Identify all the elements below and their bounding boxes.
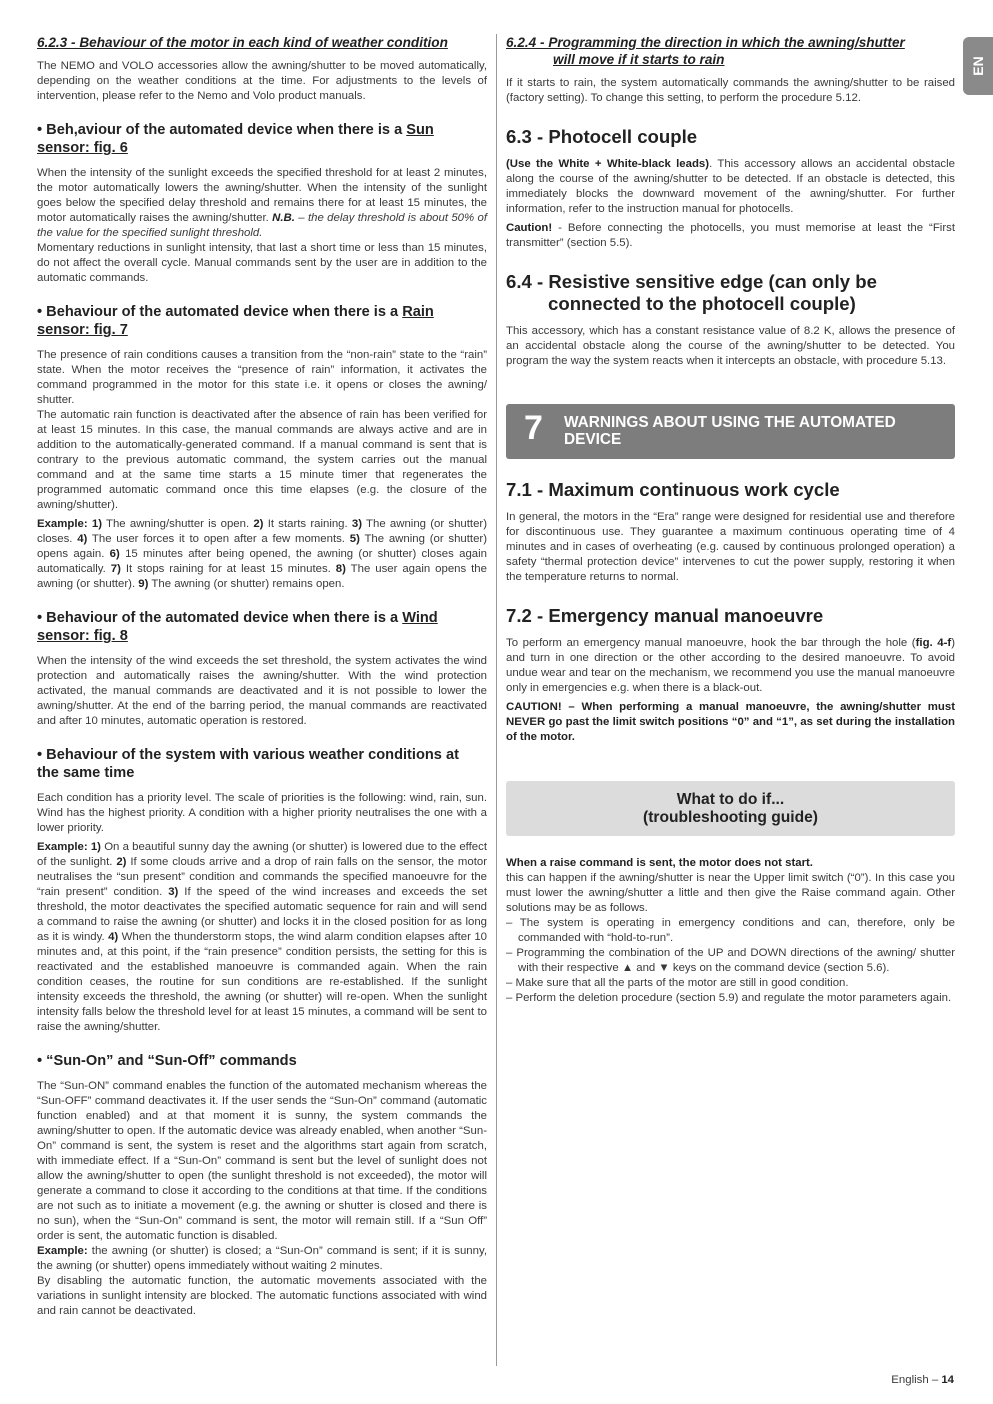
language-tab-label: EN	[970, 56, 986, 76]
right-column	[506, 34, 955, 1006]
section-6-3-caution: Caution! - Before connecting the photocells, you must memorise at least the “First transmitter” (section 5.5).	[506, 222, 955, 249]
footer-language: English –	[891, 1374, 939, 1386]
troubleshooting-item: – Make sure that all the parts of the motor are still in good condition.	[506, 977, 849, 989]
section-6-4-title: 6.4 - Resistive sensitive edge (can only be connected to the photocell couple)	[506, 271, 877, 314]
left-column	[37, 34, 487, 1319]
rain-sensor-paragraph-2: The automatic rain function is deactivated after the absence of rain has been verified for at least 15 minutes. In this case, the manual commands are always active and are in addition to the automatically-generated command. If a manual command is sent that is contrary to the previous automatic command, the system carries out the manual command and at the same time starts a 15 minute timer that regenerates the programmed automatic command once this time elapses (e.g. the closure of the awning/shutter).	[37, 409, 487, 511]
various-conditions-paragraph: Each condition has a priority level. The scale of priorities is the following: wind, rain, sun. Wind has the highest priority. A condition with a higher priority neutralises the one with a lower priority.	[37, 792, 487, 834]
page-footer	[891, 1374, 954, 1386]
column-divider	[496, 34, 497, 1366]
sun-on-off-paragraph-2: By disabling the automatic function, the automatic movements associated with the variations in sunlight intensity are blocked. The automatic functions associated with wind and rain cannot be deactivated.	[37, 1275, 487, 1317]
language-tab	[963, 37, 993, 95]
rain-sensor-paragraph-1: The presence of rain conditions causes a transition from the “non-rain” state to the “rain” state. When the motor receives the “presence of rain” information, it activates the command programmed in the motor for this state i.e. it opens or closes the awning/ shutter.	[37, 349, 487, 406]
sun-sensor-heading: • Beh,aviour of the automated device when there is a Sun sensor: fig. 6	[37, 122, 434, 156]
sun-on-off-heading: • “Sun-On” and “Sun-Off” commands	[37, 1053, 297, 1069]
section-6-2-4-paragraph: If it starts to rain, the system automatically commands the awning/shutter to be raised (factory setting). To change this setting, to perform the procedure 5.12.	[506, 77, 955, 104]
sun-sensor-paragraph-1: When the intensity of the sunlight exceeds the specified threshold for at least 2 minutes, the motor automatically lowers the awning/shutter. When the intensity of the sunlight goes below the specified delay threshold and remains there for at least 15 minutes, the motor automatically raises the awning/shutter. N.B. – the delay threshold is about 50% of the value for the specified sunlight threshold.	[37, 167, 487, 239]
section-6-2-4-title: 6.2.4 - Programming the direction in which the awning/shutter will move if it starts to rain	[506, 35, 905, 67]
section-7-2-title: 7.2 - Emergency manual manoeuvre	[506, 605, 824, 626]
troubleshooting-title-1: What to do if...	[676, 791, 785, 808]
wind-sensor-paragraph: When the intensity of the wind exceeds the set threshold, the system activates the wind protection and automatically raises the awning/shutter. With the wind protection activated, the manual commands are deactivated and it is not possible to lower the awning/shutter. At the end of the barring period, the manual commands are reactivated and after 10 minutes, automatic operation is restored.	[37, 655, 487, 727]
section-6-4-paragraph: This accessory, which has a constant resistance value of 8.2 K, allows the presence of an accidental obstacle along the course of the awning/shutter to be detected. You program the way the system reacts when it intercepts an obstacle, with procedure 5.13.	[506, 325, 955, 367]
section-6-3-title: 6.3 - Photocell couple	[506, 126, 698, 147]
various-conditions-heading: • Behaviour of the system with various weather conditions at the same time	[37, 747, 459, 781]
sun-sensor-paragraph-2: Momentary reductions in sunlight intensity, that last a short time or less than 15 minutes, do not affect the overall cycle. Manual commands sent by the user are in addition to the automatic commands.	[37, 242, 487, 284]
rain-sensor-heading: • Behaviour of the automated device when there is a Rain sensor: fig. 7	[37, 304, 434, 338]
page-number: 14	[941, 1374, 954, 1386]
troubleshooting-item: – Programming the combination of the UP and DOWN directions of the awning/ shutter with their respective ▲ and ▼ keys on the command device (section 5.6).	[506, 947, 955, 974]
rain-sensor-example: Example: 1) The awning/shutter is open. 2) It starts raining. 3) The awning (or shutter) closes. 4) The user forces it to open after a few moments. 5) The awning (or shutter) opens again. 6) 15 minutes after being opened, the awning (or shutter) closes again automatically. 7) It stops raining for at least 15 minutes. 8) The user again opens the awning (or shutter). 9) The awning (or shutter) remains open.	[37, 518, 487, 590]
wind-sensor-heading: • Behaviour of the automated device when there is a Wind sensor: fig. 8	[37, 610, 438, 644]
troubleshooting-answer: this can happen if the awning/shutter is near the Upper limit switch (“0”). In this case you must lower the awning/shutter a little and then give the Raise command again. Other solutions may be as follows.	[506, 872, 955, 914]
sun-on-off-example: Example: the awning (or shutter) is closed; a “Sun-On” command is sent; if it is sunny, the awning (or shutter) opens immediately without waiting 2 minutes.	[37, 1245, 487, 1272]
troubleshooting-question: When a raise command is sent, the motor does not start.	[506, 857, 813, 869]
troubleshooting-item: – The system is operating in emergency conditions and can, therefore, only be commanded with “hold-to-run”.	[506, 917, 955, 944]
chapter-title: WARNINGS ABOUT USING THE AUTOMATED DEVICE	[564, 414, 896, 448]
section-6-3-paragraph-1: (Use the White + White-black leads). This accessory allows an accidental obstacle along the course of the awning/shutter to be detected. If an obstacle is detected, this immediately blocks the downward movement of the awning/shutter. For further information, refer to the instruction manual for photocells.	[506, 158, 955, 215]
section-7-1-title: 7.1 - Maximum continuous work cycle	[506, 479, 840, 500]
section-7-2-caution: CAUTION! – When performing a manual manoeuvre, the awning/shutter must NEVER go past the limit switch positions “0” and “1”, as set during the installation of the motor.	[506, 701, 955, 743]
section-6-2-3-title: 6.2.3 - Behaviour of the motor in each kind of weather condition	[37, 35, 448, 50]
chapter-number: 7	[524, 409, 543, 447]
sun-on-off-paragraph-1: The “Sun-ON” command enables the function of the automated mechanism whereas the “Sun-OFF” command deactivates it. If the user sends the “Sun-On” command (automatic function enabled) and at that moment it is sunny, the system commands the awning/shutter to open. If the automatic device was already enabled, when another “Sun-On” command is sent, the system is reset and the algorithms start again from scratch, with immediate effect. If a “Sun-On” command is sent but the level of sunlight does not allow the awning/shutter to open (the sunlight threshold is not exceeded), the motor will generate a command to close it according to the conditions at that time. If the conditions are not such as to initiate a movement (e.g. the awning or shutter is closed and there is no sun), when the “Sun-On” command is sent, the motor will remain still. If a “Sun Off” order is sent, the automatic function is disabled.	[37, 1080, 487, 1242]
troubleshooting-banner	[506, 781, 955, 836]
section-7-1-paragraph: In general, the motors in the “Era” range were designed for residential use and therefore for discontinuous use. They guarantee a maximum continuous operating time of 4 minutes and in cases of overheating (e.g. caused by continuous prolonged operation) a safety “thermal protection device” intervenes to cut the power supply, restoring it when the temperature returns to normal.	[506, 511, 955, 583]
chapter-7-banner	[506, 404, 955, 459]
section-6-2-3-intro: The NEMO and VOLO accessories allow the awning/shutter to be moved automatically, depending on the weather conditions at the time. For adjustments to the levels of intervention, please refer to the Nemo and Volo product manuals.	[37, 60, 487, 102]
various-conditions-example: Example: 1) On a beautiful sunny day the awning (or shutter) is lowered due to the effect of the sunlight. 2) If some clouds arrive and a drop of rain falls on the sensor, the motor neutralises the “sun present” condition and commands the specified manoeuvre for the “rain present” condition. 3) If the speed of the wind increases and exceeds the set threshold, the motor deactivates the specified automatic sequence for rain and will send a command to raise the awning (or shutter) and locks it in the closed position for as long as it is windy. 4) When the thunderstorm stops, the wind alarm condition elapses after 10 minutes and, at this point, if the “rain presence” condition persists, the setting for this is reactivated and the established manoeuvre is commanded again. When the rain condition ceases, the routine for sun conditions are re-established. If the sunlight intensity exceeds the threshold, the awning (or shutter) will re-open. When the sunlight intensity falls below the threshold level for at least 15 minutes, a command will be sent to raise the awning/shutter.	[37, 841, 488, 1033]
troubleshooting-title-2: (troubleshooting guide)	[643, 809, 818, 826]
troubleshooting-item: – Perform the deletion procedure (section 5.9) and regulate the motor parameters again.	[506, 992, 952, 1004]
section-7-2-paragraph: To perform an emergency manual manoeuvre, hook the bar through the hole (fig. 4-f) and turn in one direction or the other according to the desired manoeuvre. To avoid undue wear and tear on the mechanism, we recommend you use the manual manoeuvre only in emergencies e.g. when there is a black-out.	[506, 637, 955, 694]
